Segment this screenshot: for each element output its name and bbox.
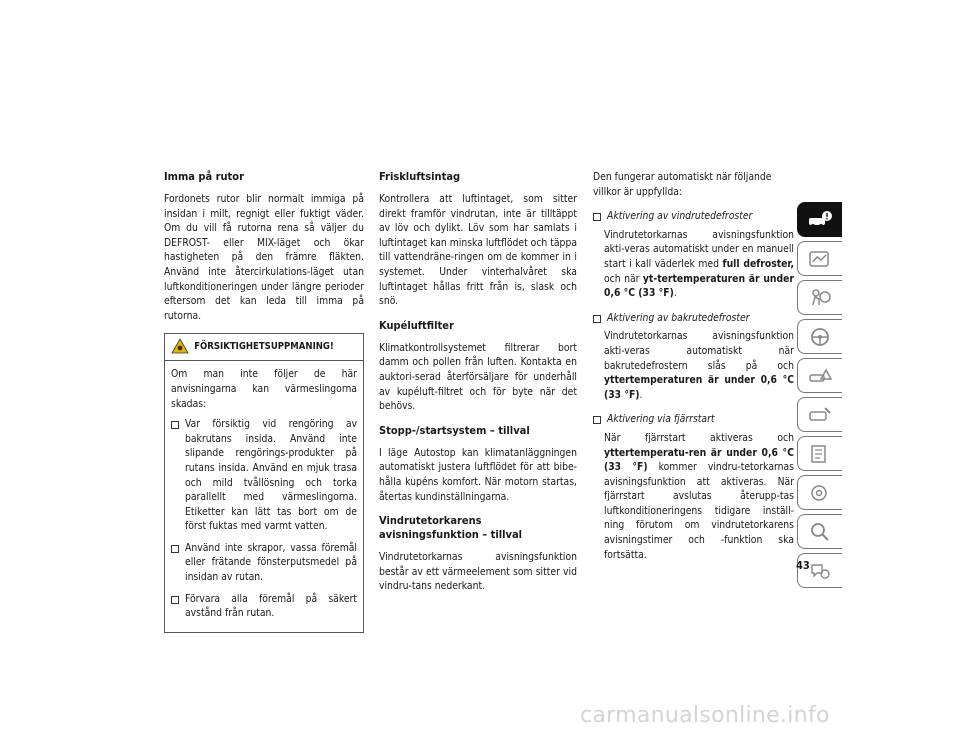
search-icon [807,521,833,543]
condition-title: Aktivering via fjärrstart [593,412,794,427]
condition-text: När fjärrstart aktiveras och yttertemperatu-ren är under 0,6 °C (33 °F) kommer vindru-tetorkarnas avisningsfunktion att aktiveras. När fjärrstart avslutas återupp-tas luftkonditioneringens tidigare inställ-ning förutom om vindrutetorkarens avisningstimer och -funktion ska fortsätta. [604,431,795,561]
steering-wheel-icon [807,326,833,348]
warning-item: Var försiktig vid rengöring av bakrutans insida. Använd inte slipande rengörings-produkter på rutans insida. Använd en mjuk trasa och mild tvållösning och torka parallellt med värmeslingorna. Etiketter kan lätt tas bort om de först fuktas med varmt vatten. [171,417,357,534]
fog-paragraph: Fordonets rutor blir normalt immiga på insidan i milt, regnigt eller fuktigt väder. Om du vill få rutorna rena så väljer du DEFROST- eller MIX-läget och ökar hastigheten på den främre fläkten. Använd inte återcirkulations-läget utan luftkonditioneringen under längre perioder eftersom det kan leda till imma på rutorna. [164,193,364,322]
heading-stop-start: Stopp-/startsystem – tillval [379,423,530,437]
bullet-square-icon [593,416,601,424]
warning-item: Använd inte skrapor, vassa föremål eller frätande fönsterputsmedel på insidan av rutan. [171,541,357,585]
tab-emergency[interactable] [797,358,842,393]
dashboard-icon [807,248,833,270]
bullet-square-icon [593,315,601,323]
tab-safety[interactable] [797,280,842,315]
fresh-air-text: Kontrollera att luftintaget, som sitter direkt framför vindrutan, inte är tilltäppt av löv och dylikt. Löv som har samlats i luftintaget kan minska luftflödet och täppa till vattendräne-ringen om de kommer in i systemet. Under vinterhalvåret ska luftintaget hållas fritt från is, slask och snö. [379,193,577,308]
bullet-square-icon [171,596,179,604]
warning-intro: Om man inte följer de här anvisningarna kan värmeslingorna skadas: [171,368,357,410]
warning-header [165,334,363,361]
tab-specs[interactable] [797,436,842,471]
warning-box [164,333,364,633]
bullet-square-icon [171,545,179,553]
bullet-square-icon [171,421,179,429]
car-info-icon [807,209,833,231]
heading-fresh-air: Friskluftsintag [379,170,461,183]
tab-car-info[interactable] [797,202,842,237]
heading-cabin-filter: Kupéluftfilter [379,318,454,332]
column-left [164,170,364,633]
tab-index[interactable] [797,514,842,549]
multimedia-icon [807,482,833,504]
condition-text: Vindrutetorkarnas avisningsfunktion akti-veras automatiskt när bakrutedefrostern slås på och yttertemperaturen är under 0,6 °C (33 °F). [604,330,794,401]
warning-car-icon [807,365,833,387]
warning-item: Förvara alla föremål på säkert avstånd från rutan. [171,592,357,621]
tab-multimedia[interactable] [797,475,842,510]
condition-title: Aktivering av bakrutedefroster [593,311,794,326]
column-right [593,170,794,572]
warning-title: FÖRSIKTIGHETSUPPMANING! [194,341,334,353]
chapter-tabs [797,202,842,592]
wiper-deicer-text: Vindrutetorkarnas avisningsfunktion består av ett värmeelement som sitter vid vindru-tans nederkant. [379,551,577,593]
tab-service[interactable] [797,397,842,432]
service-car-icon [807,404,833,426]
watermark: carmanualsonline.info [580,703,830,728]
tab-dashboard[interactable] [797,241,842,276]
stop-start-text: I läge Autostop kan klimatanläggningen automatiskt justera luftflödet för att bibe-hålla kupéns komfort. När motorn startas, återtas kundinställningarna. [379,446,577,503]
column-middle [379,170,577,604]
heading-wiper-deicer: Vindrutetorkarens avisningsfunktion – tillval [379,514,523,542]
heading-fog: Imma på rutor [164,170,244,183]
specs-icon [807,443,833,465]
condition-text: Vindrutetorkarnas avisningsfunktion akti-veras automatiskt under en manuell start i kall väderlek med full defroster, och när yt-tertemperaturen är under 0,6 °C (33 °F). [604,228,794,300]
conditions-intro: Den fungerar automatiskt när följande villkor är uppfyllda: [593,171,772,198]
language-icon [807,560,833,582]
bullet-square-icon [593,213,601,221]
page-number: 43 [796,559,810,572]
airbag-icon [807,287,833,309]
tab-driving[interactable] [797,319,842,354]
condition-title: Aktivering av vindrutedefroster [593,209,794,224]
warning-triangle-icon [171,338,189,354]
cabin-filter-text: Klimatkontrollsystemet filtrerar bort damm och pollen från luften. Kontakta en auktori-serad återförsäljare för underhåll av kupéluft-filtret och för byte när det behövs. [379,341,577,413]
